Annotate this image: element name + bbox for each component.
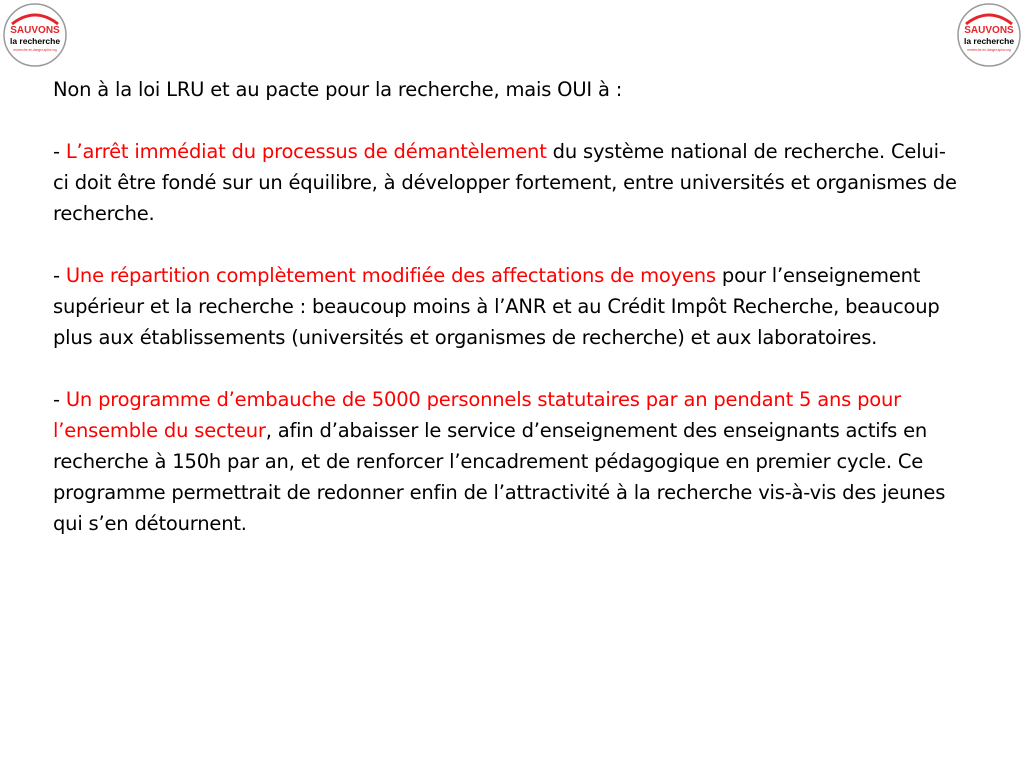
point-2-text: pour l’enseignement supérieur et la recherche : beaucoup moins à l’ANR et au Crédit Impôt Recherche, beaucoup plus aux établissements (universités et organismes de recherche) et aux laboratoires. (53, 264, 940, 349)
logo-url: recherche-en-danger.apinc.org (967, 48, 1011, 52)
intro-text: Non à la loi LRU et au pacte pour la recherche, mais OUI à : (53, 78, 623, 101)
point-1-text: du système national de recherche. Celui-ci doit être fondé sur un équilibre, à développer fortement, entre universités et organismes de recherche. (53, 140, 957, 225)
point-3-highlight: Un programme d’embauche de 5000 personnels statutaires par an pendant 5 ans pour l’ensemble du secteur (53, 388, 901, 442)
logo-line2: la recherche (963, 36, 1015, 46)
point-3-dash: - (53, 388, 66, 411)
logo-emblem-icon (2, 2, 68, 68)
logo-line1: SAUVONS (964, 25, 1014, 36)
point-2-dash: - (53, 264, 66, 287)
slide-body (53, 74, 958, 570)
logo-emblem-icon (956, 2, 1022, 68)
sauvons-la-recherche-logo-left (2, 2, 68, 68)
point-1 (53, 136, 958, 229)
sauvons-la-recherche-logo-right (956, 2, 1022, 68)
logo-url: recherche-en-danger.apinc.org (13, 48, 57, 52)
point-1-highlight: L’arrêt immédiat du processus de démantèlement (65, 140, 547, 163)
point-2-highlight: Une répartition complètement modifiée des affectations de moyens (65, 264, 716, 287)
point-1-dash: - (53, 140, 66, 163)
point-3-text: , afin d’abaisser le service d’enseignement des enseignants actifs en recherche à 150h par an, et de renforcer l’encadrement pédagogique en premier cycle. Ce programme permettrait de redonner enfin de l’attractivité à la recherche vis-à-vis des jeunes qui s’en détournent. (53, 419, 946, 535)
point-3 (53, 384, 958, 539)
point-2 (53, 260, 958, 353)
logo-line1: SAUVONS (10, 25, 60, 36)
logo-line2: la recherche (9, 36, 61, 46)
